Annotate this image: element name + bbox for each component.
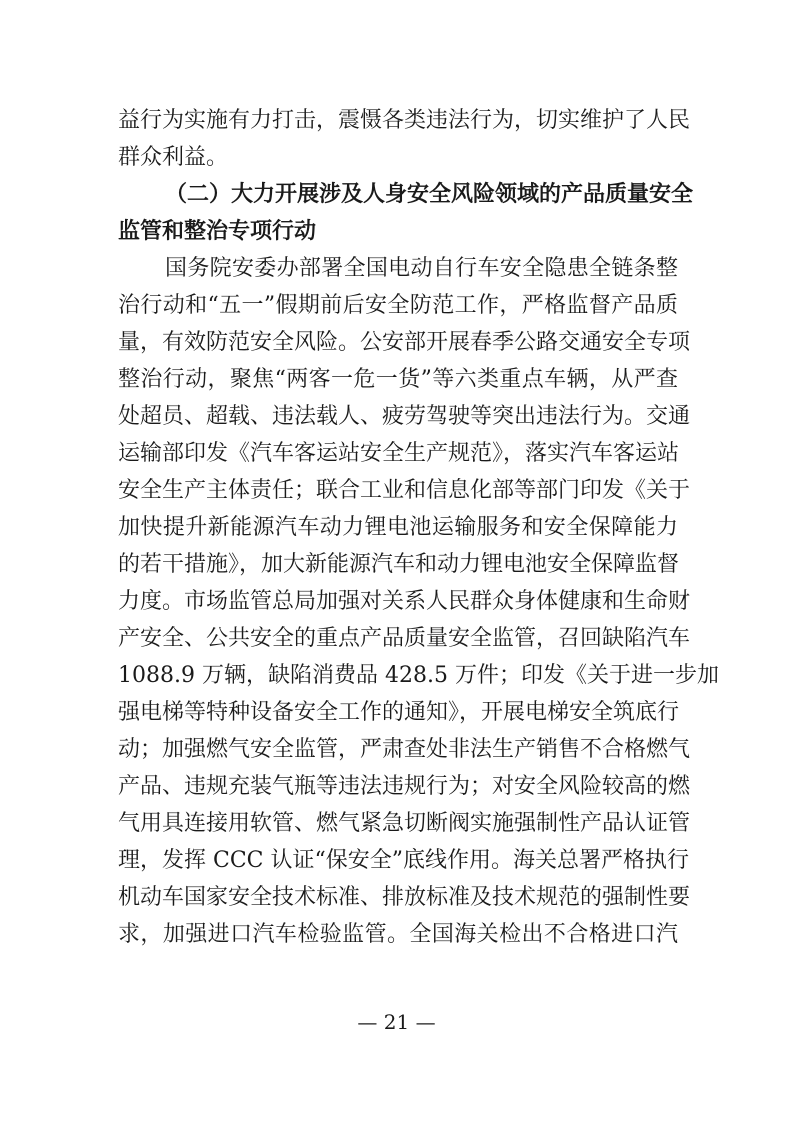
text-line: 治行动和“五一”假期前后安全防范工作，严格监督产品质 xyxy=(118,293,678,318)
text-line: 处超员、超载、违法载人、疲劳驾驶等突出违法行为。交通 xyxy=(118,404,691,429)
text-line: 气用具连接用软管、燃气紧急切断阀实施强制性产品认证管 xyxy=(118,811,691,836)
text-line: 1088.9 万辆，缺陷消费品 428.5 万件；印发《关于进一步加 xyxy=(118,663,719,688)
text-line: 益行为实施有力打击，震慑各类违法行为，切实维护了人民 xyxy=(118,108,691,133)
text-line: 产安全、公共安全的重点产品质量安全监管，召回缺陷汽车 xyxy=(118,626,691,651)
text-line: 加快提升新能源汽车动力锂电池运输服务和安全保障能力 xyxy=(118,515,678,540)
text-line: 运输部印发《汽车客运站安全生产规范》，落实汽车客运站 xyxy=(118,441,680,466)
text-line: 整治行动，聚焦“两客一危一货”等六类重点车辆，从严查 xyxy=(118,367,678,392)
text-line: 强电梯等特种设备安全工作的通知》，开展电梯安全筑底行 xyxy=(118,700,680,725)
page-number: — 21 — xyxy=(357,1010,436,1034)
text-line: 量，有效防范安全风险。公安部开展春季公路交通安全专项 xyxy=(118,330,691,355)
text-line: 理，发挥 CCC 认证“保安全”底线作用。海关总署严格执行 xyxy=(118,848,689,873)
section-heading-line: （二）大力开展涉及人身安全风险领域的产品质量安全 xyxy=(165,182,694,207)
text-line: 安全生产主体责任；联合工业和信息化部等部门印发《关于 xyxy=(118,478,691,503)
text-line: 力度。市场监管总局加强对关系人民群众身体健康和生命财 xyxy=(118,589,691,614)
text-line: 动；加强燃气安全监管，严肃查处非法生产销售不合格燃气 xyxy=(118,737,691,762)
section-heading-line: 监管和整治专项行动 xyxy=(118,219,317,244)
text-line: 求，加强进口汽车检验监管。全国海关检出不合格进口汽 xyxy=(118,922,678,947)
text-line: 产品、违规充装气瓶等违法违规行为；对安全风险较高的燃 xyxy=(118,774,691,799)
text-line: 群众利益。 xyxy=(118,145,229,170)
text-line: 机动车国家安全技术标准、排放标准及技术规范的强制性要 xyxy=(118,885,691,910)
text-line: 的若干措施》，加大新能源汽车和动力锂电池安全保障监督 xyxy=(118,552,680,577)
text-line: 国务院安委办部署全国电动自行车安全隐患全链条整 xyxy=(165,256,678,281)
